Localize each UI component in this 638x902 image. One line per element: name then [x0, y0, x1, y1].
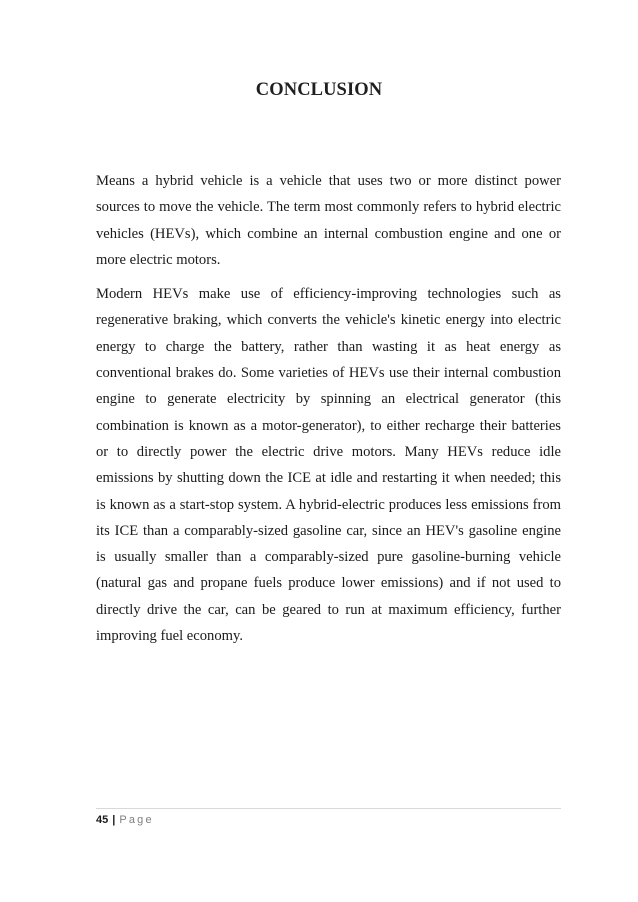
footer-separator: | — [112, 814, 116, 826]
body-text — [96, 168, 561, 657]
paragraph-1: Means a hybrid vehicle is a vehicle that uses two or more distinct power sources to move the vehicle. The term most commonly refers to hybrid electric vehicles (HEVs), which combine an internal combustion engine and one or more electric motors. — [96, 173, 561, 268]
page-footer — [96, 814, 154, 826]
paragraph-2: Modern HEVs make use of efficiency-improving technologies such as regenerative braking, which converts the vehicle's kinetic energy into electric energy to charge the battery, rather than wasting it as heat energy as conventional brakes do. Some varieties of HEVs use their internal combustion engine to generate electricity by spinning an electrical generator (this combination is known as a motor-generator), to either recharge their batteries or to directly power the electric drive motors. Many HEVs reduce idle emissions by shutting down the ICE at idle and restarting it when needed; this is known as a start-stop system. A hybrid-electric produces less emissions from its ICE than a comparably-sized gasoline car, since an HEV's gasoline engine is usually smaller than a comparably-sized pure gasoline-burning vehicle (natural gas and propane fuels produce lower emissions) and if not used to directly drive the car, can be geared to run at maximum efficiency, further improving fuel economy. — [96, 286, 561, 645]
page-title: CONCLUSION — [255, 80, 383, 100]
footer-divider — [96, 808, 561, 809]
page-label: Page — [119, 814, 154, 826]
page-number: 45 — [96, 814, 109, 826]
